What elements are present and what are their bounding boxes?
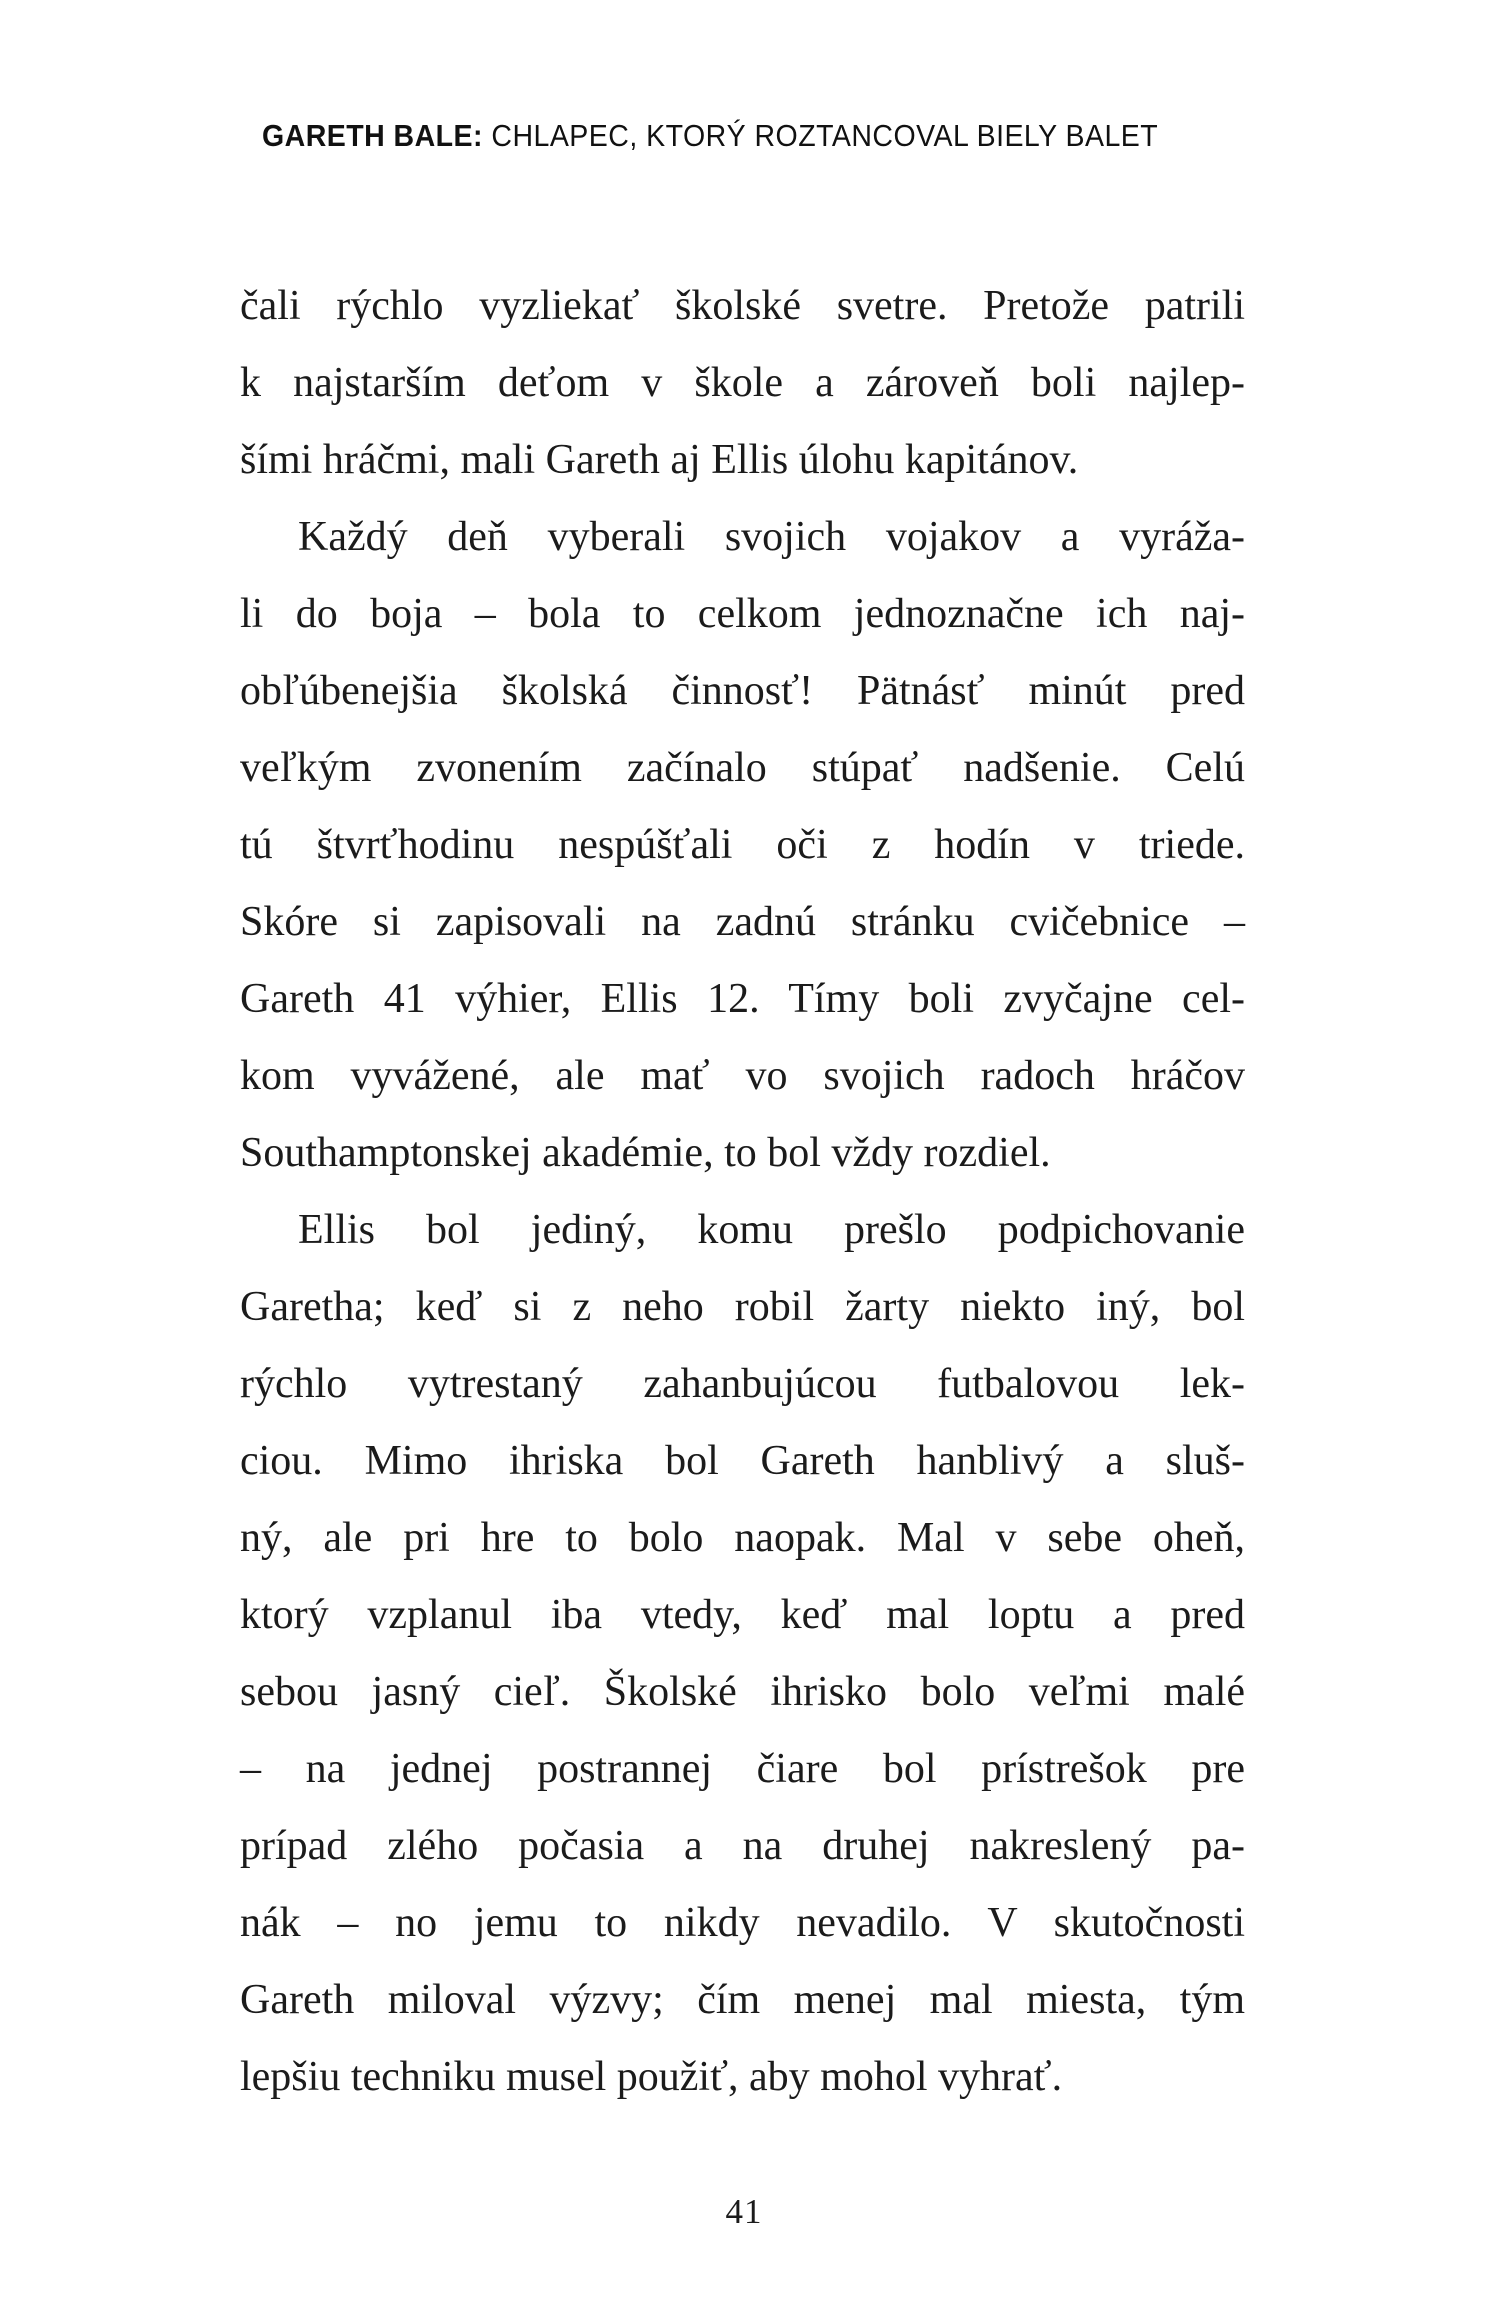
text-line: ný, ale pri hre to bolo naopak. Mal v sebe oheň, — [240, 1515, 1245, 1561]
text-line: – na jednej postrannej čiare bol prístrešok pre — [240, 1746, 1245, 1792]
running-head — [262, 118, 1158, 154]
text-line: lepšiu techniku musel použiť, aby mohol vyhrať. — [240, 2054, 1063, 2100]
text-line: šími hráčmi, mali Gareth aj Ellis úlohu kapitánov. — [240, 437, 1079, 483]
text-line: nák – no jemu to nikdy nevadilo. V skutočnosti — [240, 1900, 1245, 1946]
text-line: k najstarším deťom v škole a zároveň boli najlep- — [240, 360, 1245, 406]
text-line: ktorý vzplanul iba vtedy, keď mal loptu a pred — [240, 1592, 1245, 1638]
text-line: kom vyvážené, ale mať vo svojich radoch hráčov — [240, 1053, 1245, 1099]
text-line: tú štvrťhodinu nespúšťali oči z hodín v triede. — [240, 822, 1245, 868]
text-line: rýchlo vytrestaný zahanbujúcou futbalovou lek- — [240, 1361, 1245, 1407]
text-line: Gareth 41 výhier, Ellis 12. Tímy boli zvyčajne cel- — [240, 976, 1245, 1022]
page-number: 41 — [725, 2192, 763, 2231]
text-line: Ellis bol jediný, komu prešlo podpichovanie — [298, 1207, 1245, 1253]
text-line: obľúbenejšia školská činnosť! Pätnásť minút pred — [240, 668, 1245, 714]
text-line: sebou jasný cieľ. Školské ihrisko bolo veľmi malé — [240, 1669, 1245, 1715]
text-line: veľkým zvonením začínalo stúpať nadšenie. Celú — [240, 745, 1245, 791]
running-head-title-rest: CHLAPEC, KTORÝ ROZTANCOVAL BIELY BALET — [483, 118, 1159, 153]
text-line: Skóre si zapisovali na zadnú stránku cvičebnice – — [240, 899, 1245, 945]
running-head-title-bold: GARETH BALE: — [262, 118, 484, 153]
text-line: čali rýchlo vyzliekať školské svetre. Pretože patrili — [240, 283, 1245, 329]
text-line: ciou. Mimo ihriska bol Gareth hanblivý a sluš- — [240, 1438, 1245, 1484]
text-block — [240, 268, 1245, 2116]
text-line: Gareth miloval výzvy; čím menej mal miesta, tým — [240, 1977, 1245, 2023]
text-line: Každý deň vyberali svojich vojakov a vyráža- — [298, 514, 1245, 560]
text-line: Southamptonskej akadémie, to bol vždy rozdiel. — [240, 1130, 1051, 1176]
text-line: prípad zlého počasia a na druhej nakreslený pa- — [240, 1823, 1245, 1869]
text-line: Garetha; keď si z neho robil žarty niekto iný, bol — [240, 1284, 1245, 1330]
text-line: li do boja – bola to celkom jednoznačne ich naj- — [240, 591, 1245, 637]
